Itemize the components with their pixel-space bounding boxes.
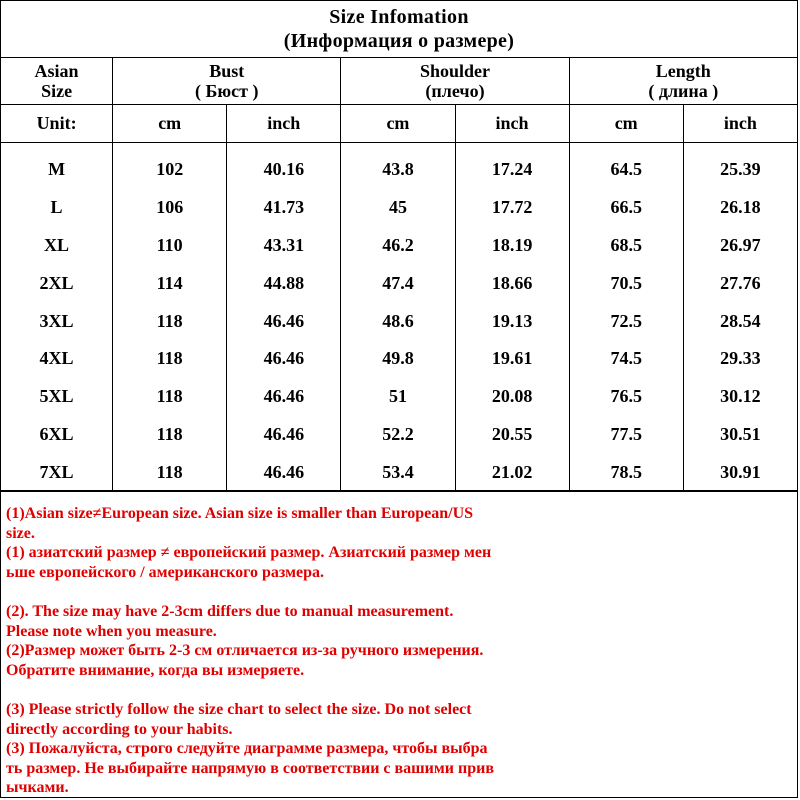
header-bust bbox=[113, 58, 341, 105]
measurement-cell: 29.33 bbox=[683, 340, 797, 378]
size-label-cell: 2XL bbox=[1, 264, 113, 302]
measurement-cell: 70.5 bbox=[569, 264, 683, 302]
header-shoulder-line-2: (плечо) bbox=[425, 81, 485, 101]
size-label-cell: M bbox=[1, 143, 113, 189]
size-label-cell: 3XL bbox=[1, 302, 113, 340]
table-title bbox=[1, 1, 798, 58]
measurement-cell: 64.5 bbox=[569, 143, 683, 189]
header-size bbox=[1, 58, 113, 105]
note-3-ru-line-2: ть размер. Не выбирайте напрямую в соответствии с вашими прив bbox=[6, 759, 494, 777]
size-label-cell: 4XL bbox=[1, 340, 113, 378]
measurement-cell: 53.4 bbox=[341, 453, 455, 491]
measurement-cell: 27.76 bbox=[683, 264, 797, 302]
measurement-cell: 46.46 bbox=[227, 302, 341, 340]
size-rows bbox=[1, 143, 798, 492]
measurement-cell: 102 bbox=[113, 143, 227, 189]
measurement-cell: 17.24 bbox=[455, 143, 569, 189]
header-bust-line-2: ( Бюст ) bbox=[195, 81, 259, 101]
unit-cell: cm bbox=[569, 105, 683, 143]
measurement-cell: 44.88 bbox=[227, 264, 341, 302]
unit-row bbox=[1, 105, 798, 143]
notes-spacer bbox=[6, 680, 794, 700]
measurement-cell: 72.5 bbox=[569, 302, 683, 340]
note-2-ru-line-2: Обратите внимание, когда вы измеряете. bbox=[6, 661, 305, 679]
measurement-cell: 19.13 bbox=[455, 302, 569, 340]
notes-spacer bbox=[6, 582, 794, 602]
unit-cell: Unit: bbox=[1, 105, 113, 143]
measurement-cell: 26.97 bbox=[683, 227, 797, 265]
unit-cell: inch bbox=[227, 105, 341, 143]
measurement-cell: 106 bbox=[113, 189, 227, 227]
measurement-cell: 76.5 bbox=[569, 378, 683, 416]
size-label-cell: 6XL bbox=[1, 416, 113, 454]
table-row bbox=[1, 453, 798, 491]
header-size-line-2: Size bbox=[41, 81, 73, 101]
table-row bbox=[1, 340, 798, 378]
measurement-cell: 46.46 bbox=[227, 453, 341, 491]
size-label-cell: 7XL bbox=[1, 453, 113, 491]
note-3-en-line-2: directly according to your habits. bbox=[6, 720, 233, 738]
measurement-cell: 46.46 bbox=[227, 378, 341, 416]
measurement-cell: 20.55 bbox=[455, 416, 569, 454]
measurement-cell: 48.6 bbox=[341, 302, 455, 340]
unit-cell: inch bbox=[683, 105, 797, 143]
title-row bbox=[1, 1, 798, 58]
measurement-cell: 52.2 bbox=[341, 416, 455, 454]
header-length-line-1: Length bbox=[655, 61, 711, 81]
title-line-2: (Информация о размере) bbox=[283, 30, 515, 52]
notes-section bbox=[0, 490, 798, 796]
title-line-1: Size Infomation bbox=[329, 6, 469, 28]
table-row bbox=[1, 143, 798, 189]
measurement-cell: 118 bbox=[113, 416, 227, 454]
table-row bbox=[1, 227, 798, 265]
measurement-cell: 26.18 bbox=[683, 189, 797, 227]
measurement-cell: 47.4 bbox=[341, 264, 455, 302]
measurement-cell: 41.73 bbox=[227, 189, 341, 227]
measurement-cell: 118 bbox=[113, 378, 227, 416]
measurement-cell: 66.5 bbox=[569, 189, 683, 227]
measurement-cell: 18.19 bbox=[455, 227, 569, 265]
measurement-cell: 68.5 bbox=[569, 227, 683, 265]
measurement-cell: 74.5 bbox=[569, 340, 683, 378]
table-row bbox=[1, 189, 798, 227]
measurement-cell: 46.2 bbox=[341, 227, 455, 265]
header-length-line-2: ( длина ) bbox=[648, 81, 719, 101]
measurement-cell: 21.02 bbox=[455, 453, 569, 491]
measurement-cell: 78.5 bbox=[569, 453, 683, 491]
measurement-cell: 25.39 bbox=[683, 143, 797, 189]
header-bust-line-1: Bust bbox=[209, 61, 245, 81]
size-label-cell: L bbox=[1, 189, 113, 227]
measurement-cell: 28.54 bbox=[683, 302, 797, 340]
measurement-cell: 118 bbox=[113, 453, 227, 491]
measurement-cell: 51 bbox=[341, 378, 455, 416]
header-size-line-1: Asian bbox=[34, 61, 79, 81]
note-2-en-line-1: (2). The size may have 2-3cm differs due to manual measurement. bbox=[6, 602, 454, 620]
header-shoulder bbox=[341, 58, 569, 105]
table-row bbox=[1, 416, 798, 454]
size-label-cell: XL bbox=[1, 227, 113, 265]
measurement-cell: 45 bbox=[341, 189, 455, 227]
note-2-en-line-2: Please note when you measure. bbox=[6, 622, 217, 640]
measurement-cell: 110 bbox=[113, 227, 227, 265]
size-label-cell: 5XL bbox=[1, 378, 113, 416]
note-1-ru-line-2: ьше европейского / американского размера. bbox=[6, 563, 324, 581]
header-shoulder-line-1: Shoulder bbox=[419, 61, 491, 81]
measurement-cell: 43.31 bbox=[227, 227, 341, 265]
measurement-cell: 30.91 bbox=[683, 453, 797, 491]
measurement-cell: 40.16 bbox=[227, 143, 341, 189]
measurement-cell: 77.5 bbox=[569, 416, 683, 454]
measurement-cell: 18.66 bbox=[455, 264, 569, 302]
measurement-cell: 46.46 bbox=[227, 340, 341, 378]
measurement-cell: 46.46 bbox=[227, 416, 341, 454]
note-1-en-line-1: (1)Asian size≠European size. Asian size is smaller than European/US bbox=[6, 505, 474, 522]
header-row bbox=[1, 58, 798, 105]
measurement-cell: 114 bbox=[113, 264, 227, 302]
unit-cell: inch bbox=[455, 105, 569, 143]
note-3-ru-line-1: (3) Пожалуйста, строго следуйте диаграмме размера, чтобы выбра bbox=[6, 740, 488, 758]
unit-cell: cm bbox=[113, 105, 227, 143]
measurement-cell: 49.8 bbox=[341, 340, 455, 378]
measurement-cell: 118 bbox=[113, 302, 227, 340]
measurement-cell: 43.8 bbox=[341, 143, 455, 189]
measurement-cell: 19.61 bbox=[455, 340, 569, 378]
table-row bbox=[1, 264, 798, 302]
note-3-en-line-1: (3) Please strictly follow the size chart to select the size. Do not select bbox=[6, 700, 472, 718]
measurement-cell: 118 bbox=[113, 340, 227, 378]
note-3-ru-line-3: ычками. bbox=[6, 779, 69, 797]
measurement-cell: 30.51 bbox=[683, 416, 797, 454]
measurement-cell: 17.72 bbox=[455, 189, 569, 227]
header-length bbox=[569, 58, 797, 105]
unit-cell: cm bbox=[341, 105, 455, 143]
note-1-en-line-2: size. bbox=[6, 524, 35, 542]
measurement-cell: 30.12 bbox=[683, 378, 797, 416]
note-1-ru-line-1: (1) азиатский размер ≠ европейский размер. Азиатский размер мен bbox=[6, 544, 492, 562]
note-2-ru-line-1: (2)Размер может быть 2-3 см отличается из-за ручного измерения. bbox=[6, 642, 484, 660]
table-row bbox=[1, 378, 798, 416]
table-row bbox=[1, 302, 798, 340]
measurement-cell: 20.08 bbox=[455, 378, 569, 416]
